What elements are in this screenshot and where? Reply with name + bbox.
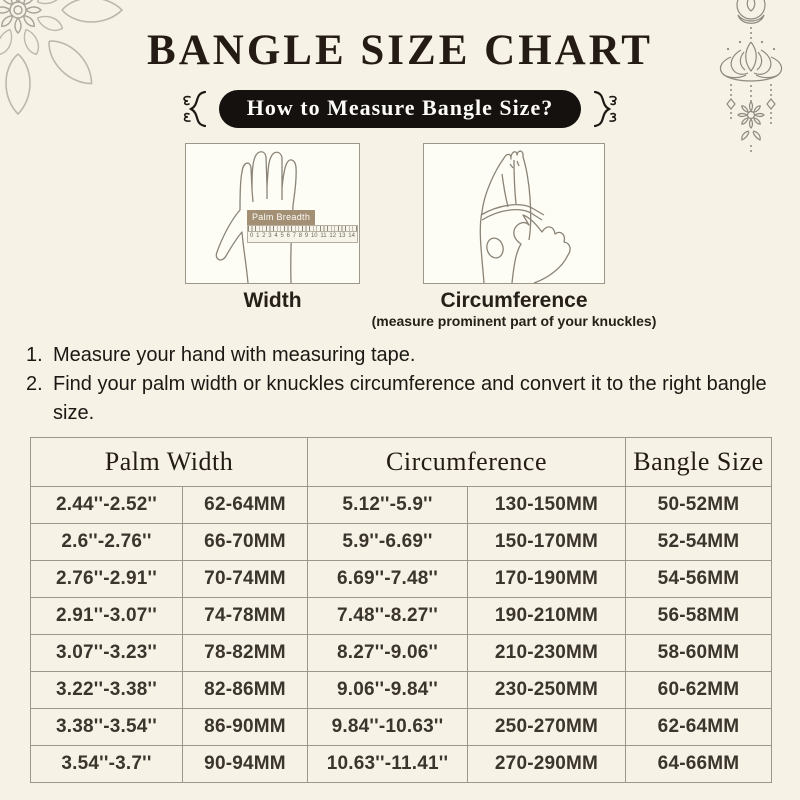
table-cell: 6.69''-7.48'' (308, 561, 468, 598)
table-cell: 9.06''-9.84'' (308, 672, 468, 709)
table-cell: 50-52MM (626, 487, 772, 524)
table-cell: 190-210MM (468, 598, 626, 635)
instruction-number: 1. (26, 344, 43, 366)
instruction-item (26, 341, 778, 370)
instruction-number: 2. (26, 373, 43, 395)
column-header: Circumference (308, 438, 626, 487)
table-cell: 150-170MM (468, 524, 626, 561)
ruler-number: 14 (348, 233, 355, 239)
table-cell: 60-62MM (626, 672, 772, 709)
table-cell: 9.84''-10.63'' (308, 709, 468, 746)
table-cell: 250-270MM (468, 709, 626, 746)
ruler-number: 0 (250, 233, 254, 239)
column-header: Palm Width (31, 438, 308, 487)
size-table-body (31, 487, 772, 783)
table-cell: 86-90MM (183, 709, 308, 746)
table-cell: 2.76''-2.91'' (31, 561, 183, 598)
circumference-subcaption: (measure prominent part of your knuckles) (371, 313, 657, 329)
table-cell: 7.48''-8.27'' (308, 598, 468, 635)
table-cell: 10.63''-11.41'' (308, 746, 468, 783)
ruler (247, 225, 358, 243)
ruler-number: 9 (304, 233, 309, 239)
table-cell: 90-94MM (183, 746, 308, 783)
circumference-caption: Circumference (440, 289, 588, 312)
table-cell: 74-78MM (183, 598, 308, 635)
column-header: Bangle Size (626, 438, 772, 487)
ruler-numbers (248, 232, 357, 241)
table-cell: 56-58MM (626, 598, 772, 635)
instructions (26, 341, 778, 428)
table-row (31, 487, 772, 524)
ruler-number: 5 (280, 233, 284, 239)
table-cell: 3.07''-3.23'' (31, 635, 183, 672)
table-cell: 270-290MM (468, 746, 626, 783)
table-cell: 52-54MM (626, 524, 772, 561)
circumference-illustration (423, 143, 605, 284)
table-cell: 2.6''-2.76'' (31, 524, 183, 561)
ruler-number: 12 (329, 233, 337, 239)
table-cell: 82-86MM (183, 672, 308, 709)
ruler-number: 13 (338, 233, 346, 239)
how-to-measure-badge: How to Measure Bangle Size? (219, 90, 581, 128)
flourish-right-icon (589, 88, 621, 130)
table-cell: 3.38''-3.54'' (31, 709, 183, 746)
table-cell: 5.9''-6.69'' (308, 524, 468, 561)
hanging-lotus-ornament-icon (698, 0, 800, 160)
ruler-number: 2 (262, 233, 266, 239)
table-row (31, 709, 772, 746)
table-row (31, 672, 772, 709)
table-cell: 210-230MM (468, 635, 626, 672)
badge-row (0, 88, 800, 130)
table-cell: 2.91''-3.07'' (31, 598, 183, 635)
palm-breadth-label: Palm Breadth (247, 210, 315, 225)
instruction-text: Find your palm width or knuckles circumference and convert it to the right bangle size. (53, 373, 767, 424)
ruler-number: 8 (298, 233, 303, 239)
table-cell: 66-70MM (183, 524, 308, 561)
table-cell: 3.22''-3.38'' (31, 672, 183, 709)
table-cell: 130-150MM (468, 487, 626, 524)
table-row (31, 598, 772, 635)
table-cell: 62-64MM (626, 709, 772, 746)
instruction-text: Measure your hand with measuring tape. (53, 344, 416, 366)
ruler-number: 7 (292, 233, 296, 239)
size-table-head (31, 438, 772, 487)
table-cell: 54-56MM (626, 561, 772, 598)
table-cell: 170-190MM (468, 561, 626, 598)
ruler-number: 1 (256, 233, 260, 239)
table-cell: 78-82MM (183, 635, 308, 672)
table-cell: 2.44''-2.52'' (31, 487, 183, 524)
table-cell: 58-60MM (626, 635, 772, 672)
table-cell: 8.27''-9.06'' (308, 635, 468, 672)
table-cell: 70-74MM (183, 561, 308, 598)
flourish-left-icon (179, 88, 211, 130)
table-cell: 64-66MM (626, 746, 772, 783)
ruler-number: 10 (310, 233, 318, 239)
table-cell: 230-250MM (468, 672, 626, 709)
ruler-number: 3 (268, 233, 272, 239)
table-cell: 5.12''-5.9'' (308, 487, 468, 524)
size-table (30, 437, 772, 783)
table-row (31, 561, 772, 598)
table-cell: 3.54''-3.7'' (31, 746, 183, 783)
knuckle-measure-hand-icon (424, 144, 604, 283)
table-cell: 62-64MM (183, 487, 308, 524)
width-caption: Width (243, 289, 302, 312)
instruction-item (26, 370, 778, 428)
ruler-number: 4 (274, 233, 278, 239)
table-row (31, 746, 772, 783)
table-row (31, 635, 772, 672)
ruler-number: 6 (286, 233, 290, 239)
page-title: BANGLE SIZE CHART (147, 27, 653, 74)
ruler-number: 11 (320, 233, 327, 239)
width-illustration (185, 143, 360, 284)
table-row (31, 524, 772, 561)
